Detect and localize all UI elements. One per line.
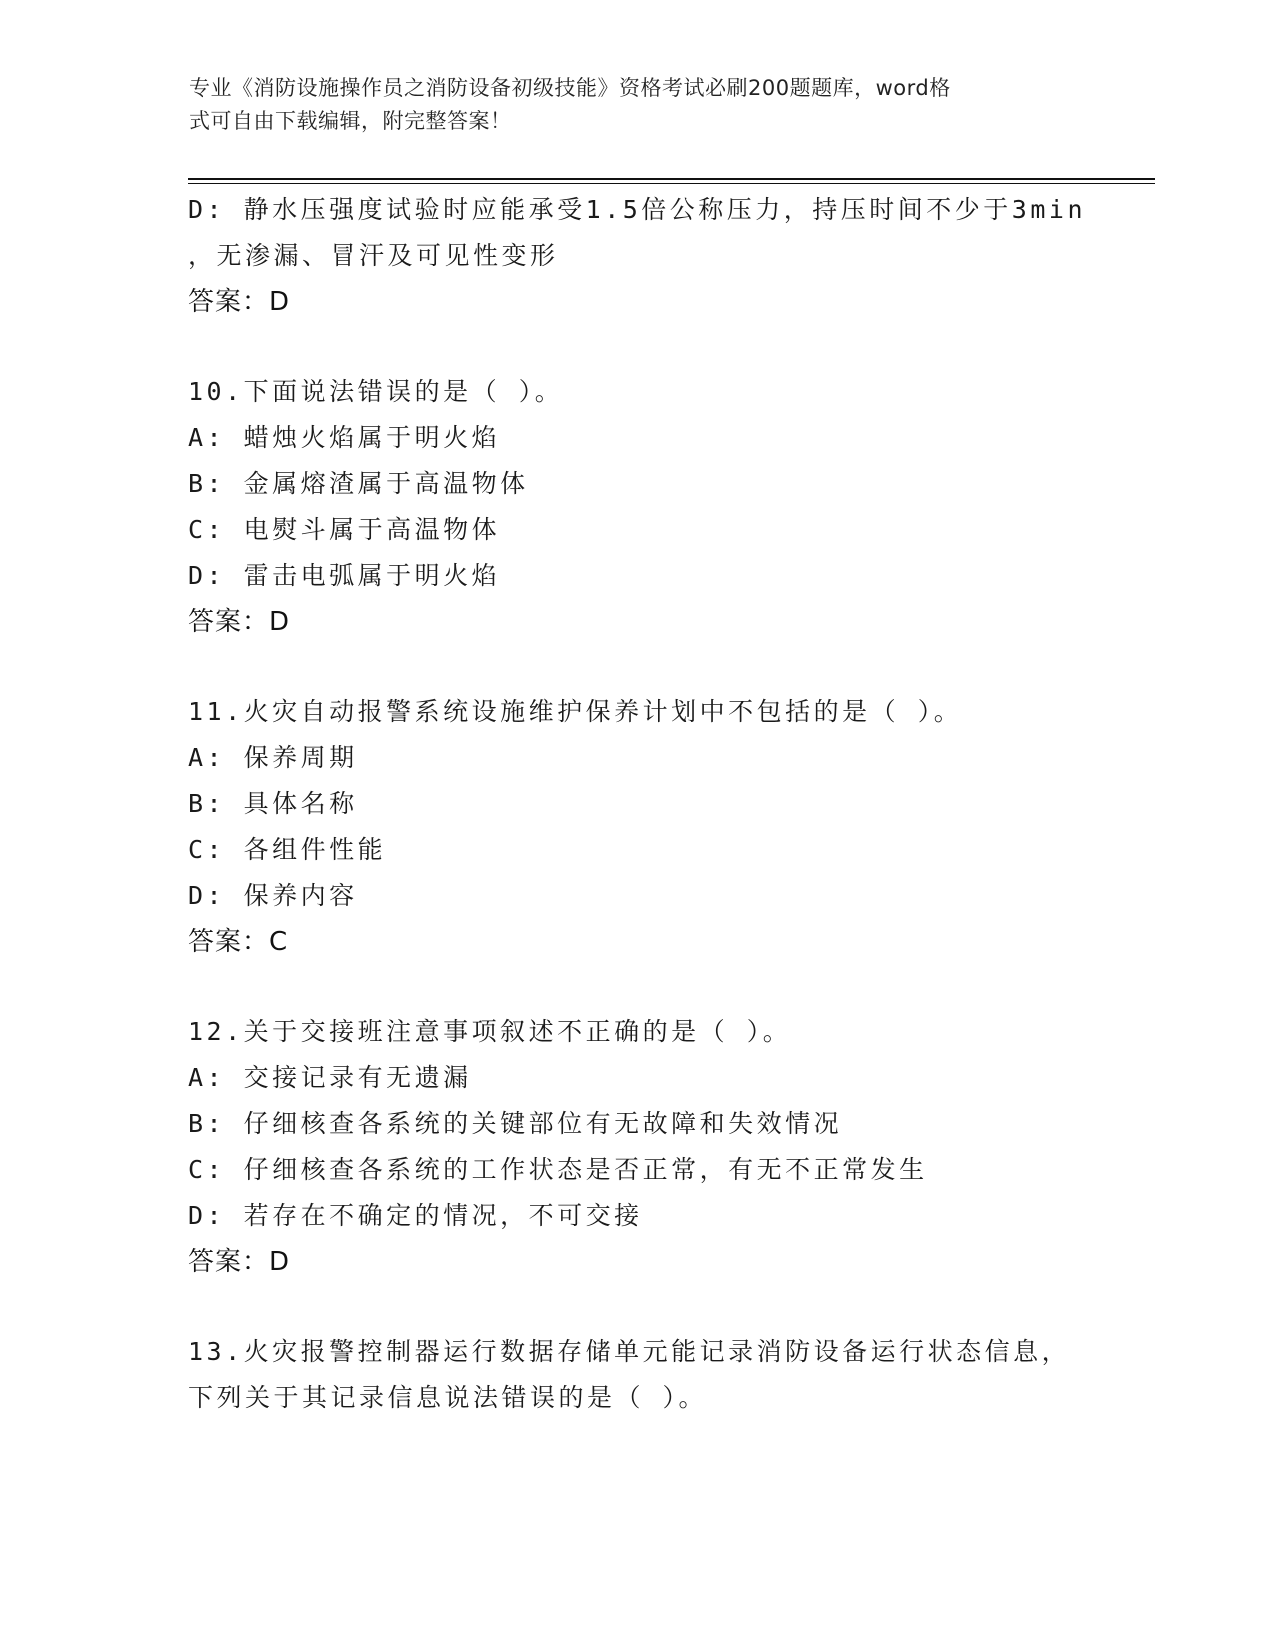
question-stem: 12.关于交接班注意事项叙述不正确的是（ ）。: [188, 1017, 792, 1046]
question-13: [188, 1329, 1088, 1421]
option-a: A: 蜡烛火焰属于明火焰: [188, 423, 501, 452]
question-content: [188, 187, 1088, 1421]
header-line-2: 式可自由下载编辑，附完整答案！: [189, 109, 512, 133]
option-d: D: 静水压强度试验时应能承受1.5倍公称压力，持压时间不少于3min: [188, 195, 1087, 224]
question-stem: 11.火灾自动报警系统设施维护保养计划中不包括的是（ ）。: [188, 697, 963, 726]
option-c: C: 电熨斗属于高温物体: [188, 515, 501, 544]
option-b: B: 具体名称: [188, 789, 358, 818]
header-rule-thin: [188, 183, 1155, 184]
option-d-continued: ，无渗漏、冒汗及可见性变形: [188, 241, 559, 270]
option-c: C: 仔细核查各系统的工作状态是否正常，有无不正常发生: [188, 1155, 928, 1184]
question-9-tail: [188, 187, 1088, 325]
header-line-1: 专业《消防设施操作员之消防设备初级技能》资格考试必刷200题题库，word格: [189, 76, 951, 100]
answer: 答案：D: [188, 1247, 291, 1277]
option-d: D: 雷击电弧属于明火焰: [188, 561, 501, 590]
document-header: [189, 72, 1089, 138]
question-stem: 13.火灾报警控制器运行数据存储单元能记录消防设备运行状态信息，: [188, 1337, 1071, 1366]
option-b: B: 仔细核查各系统的关键部位有无故障和失效情况: [188, 1109, 843, 1138]
question-stem-continued: 下列关于其记录信息说法错误的是（ ）。: [188, 1383, 708, 1412]
option-a: A: 交接记录有无遗漏: [188, 1063, 472, 1092]
answer: 答案：D: [188, 607, 291, 637]
question-11: [188, 689, 1088, 965]
option-d: D: 保养内容: [188, 881, 358, 910]
option-b: B: 金属熔渣属于高温物体: [188, 469, 529, 498]
answer: 答案：D: [188, 287, 291, 317]
option-c: C: 各组件性能: [188, 835, 387, 864]
header-rule-thick: [188, 178, 1155, 180]
question-stem: 10.下面说法错误的是（ ）。: [188, 377, 564, 406]
answer: 答案：C: [188, 927, 289, 957]
option-d: D: 若存在不确定的情况，不可交接: [188, 1201, 643, 1230]
question-12: [188, 1009, 1088, 1285]
question-10: [188, 369, 1088, 645]
option-a: A: 保养周期: [188, 743, 358, 772]
